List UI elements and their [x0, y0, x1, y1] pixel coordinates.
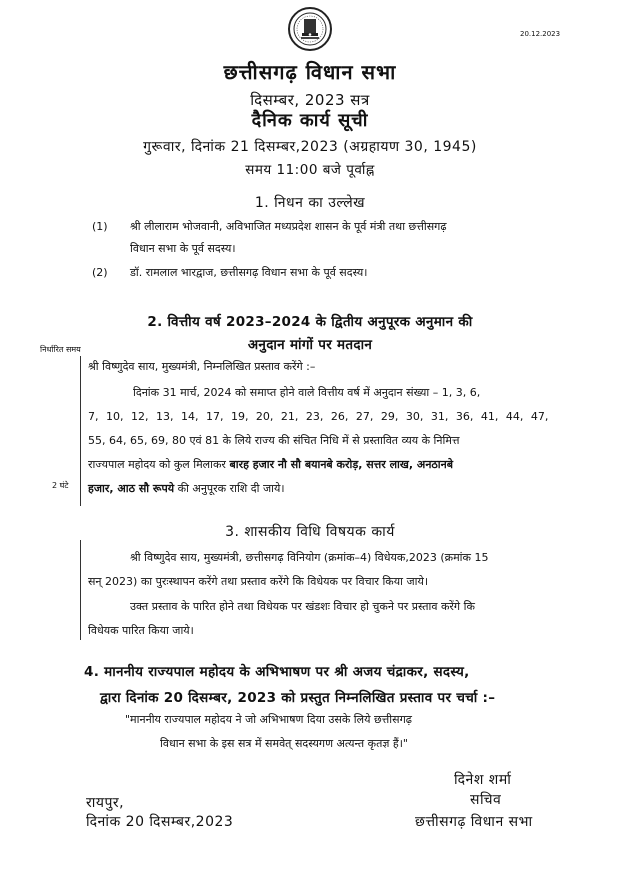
section4-line2: द्वारा दिनांक 20 दिसम्बर, 2023 को प्रस्तुत निम्नलिखित प्रस्ताव पर चर्चा :– — [100, 690, 496, 706]
section2-line5-text: की अनुपूरक राशि दी जाये। — [174, 482, 285, 495]
time-line: समय 11:00 बजे पूर्वाह्न — [245, 162, 375, 178]
time-allotted-value: 2 घंटे — [52, 481, 69, 490]
section3-margin-bar — [80, 540, 81, 640]
section2-heading-line1: 2. वित्तीय वर्ष 2023–2024 के द्वितीय अनुपूरक अनुमान की — [147, 314, 473, 330]
vidhan-sabha-emblem-icon — [287, 6, 333, 52]
allotted-time-label: निर्धारित समय — [40, 345, 81, 354]
section2-heading-line2: अनुदान मांगों पर मतदान — [247, 337, 373, 353]
section2-line5 — [88, 482, 285, 496]
item2-number: (2) — [92, 266, 108, 279]
day-line: गुरूवार, दिनांक 21 दिसम्बर,2023 (अग्रहायण 30, 1945) — [143, 139, 477, 155]
section2-amount-part1: बारह हजार नौ सौ बयानबे करोड़, सत्तर लाख, अनठानबे — [229, 458, 454, 471]
section3-line3: उक्त प्रस्ताव के पारित होने तथा विधेयक पर खंडशः विचार हो चुकने पर प्रस्ताव करेंगे कि — [130, 600, 475, 613]
issue-date: दिनांक 20 दिसम्बर,2023 — [86, 814, 234, 830]
section2-line1: दिनांक 31 मार्च, 2024 को समाप्त होने वाले वित्तीय वर्ष में अनुदान संख्या – 1, 3, 6, — [133, 386, 481, 399]
section3-line2: सन् 2023) का पुरःस्थापन करेंगे तथा प्रस्ताव करेंगे कि विधेयक पर विचार किया जाये। — [88, 575, 429, 588]
signatory-organization: छत्तीसगढ़ विधान सभा — [415, 814, 533, 830]
section2-line3: 55, 64, 65, 69, 80 एवं 81 के लिये राज्य की संचित निधि में से प्रस्तावित व्यय के निमित्त — [88, 434, 460, 447]
item1-line2: विधान सभा के पूर्व सदस्य। — [130, 242, 236, 255]
signatory-designation: सचिव — [470, 792, 502, 808]
section1-heading: 1. निधन का उल्लेख — [254, 195, 366, 211]
session-line: दिसम्बर, 2023 सत्र — [250, 91, 370, 109]
section2-amount-part2: हजार, आठ सौ रूपये — [88, 482, 175, 495]
section4-quote-line2: विधान सभा के इस सत्र में समवेत् सदस्यगण अत्यन्त कृतज्ञ हैं।" — [160, 737, 408, 750]
section2-line4 — [88, 458, 453, 472]
date-stamp: 20.12.2023 — [520, 30, 561, 38]
section2-mover: श्री विष्णुदेव साय, मुख्यमंत्री, निम्नलिखित प्रस्ताव करेंगे :– — [88, 360, 316, 373]
section2-margin-bar — [80, 356, 81, 506]
item1-number: (1) — [92, 220, 108, 233]
section2-line2: 7, 10, 12, 13, 14, 17, 19, 20, 21, 23, 26, 27, 29, 30, 31, 36, 41, 44, 47, — [88, 410, 549, 423]
signatory-name: दिनेश शर्मा — [454, 772, 512, 788]
assembly-title: छत्तीसगढ़ विधान सभा — [223, 60, 397, 84]
item2-line1: डॉ. रामलाल भारद्वाज, छत्तीसगढ़ विधान सभा के पूर्व सदस्य। — [130, 266, 368, 279]
agenda-title: दैनिक कार्य सूची — [251, 110, 369, 131]
item1-line1: श्री लीलाराम भोजवानी, अविभाजित मध्यप्रदेश शासन के पूर्व मंत्री तथा छत्तीसगढ़ — [130, 220, 447, 233]
section2-line4-text: राज्यपाल महोदय को कुल मिलाकर — [88, 458, 230, 471]
section3-line4: विधेयक पारित किया जाये। — [88, 624, 194, 637]
section3-line1: श्री विष्णुदेव साय, मुख्यमंत्री, छत्तीसगढ़ विनियोग (क्रमांक–4) विधेयक,2023 (क्रमांक 15 — [130, 551, 489, 564]
place: रायपुर, — [86, 795, 125, 811]
section3-heading: 3. शासकीय विधि विषयक कार्य — [225, 524, 395, 540]
section4-quote-line1: "माननीय राज्यपाल महोदय ने जो अभिभाषण दिया उसके लिये छत्तीसगढ़ — [125, 713, 412, 726]
section4-line1: 4. माननीय राज्यपाल महोदय के अभिभाषण पर श्री अजय चंद्राकर, सदस्य, — [84, 664, 470, 680]
